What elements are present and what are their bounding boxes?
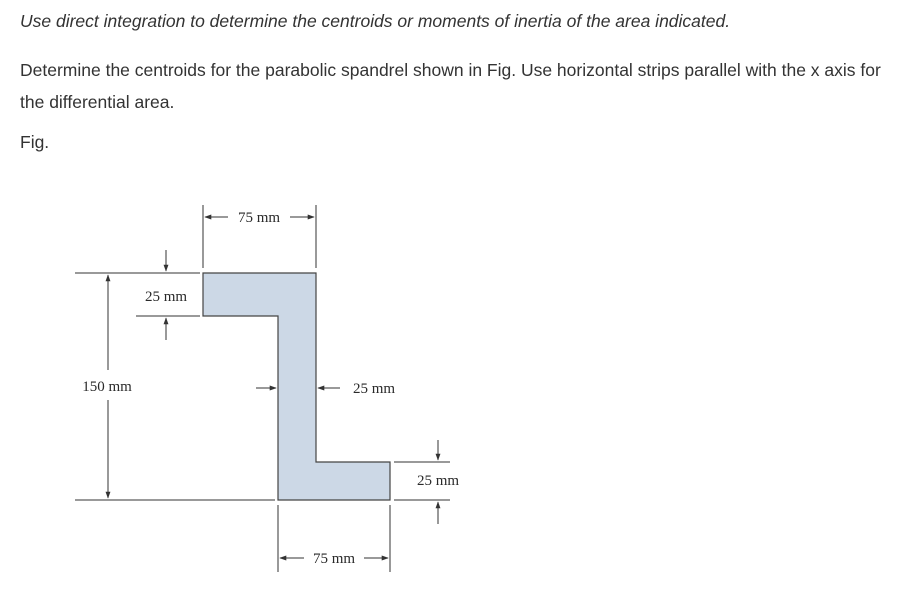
dim-web — [256, 381, 395, 397]
dim-total-height-label: 150 mm — [82, 379, 132, 395]
dim-total-height — [82, 275, 132, 498]
dim-top-flange-label: 25 mm — [144, 289, 188, 305]
dim-bottom-flange-label: 25 mm — [416, 473, 460, 489]
problem-statement: Determine the centroids for the parabolic spandrel shown in Fig. Use horizontal strips parallel with the x axis for the differential area. — [20, 60, 881, 112]
dim-bottom-width — [278, 505, 390, 572]
dim-bottom-width-label: 75 mm — [312, 551, 356, 567]
dim-top-width-label: 75 mm — [237, 210, 281, 226]
dim-web-label: 25 mm — [352, 381, 396, 397]
figure-label: Fig. — [20, 132, 50, 152]
dim-top-width — [203, 205, 316, 268]
instruction-text: Use direct integration to determine the centroids or moments of inertia of the area indicated. — [20, 11, 731, 31]
dim-bottom-flange — [394, 440, 459, 524]
dim-top-flange — [145, 250, 187, 340]
